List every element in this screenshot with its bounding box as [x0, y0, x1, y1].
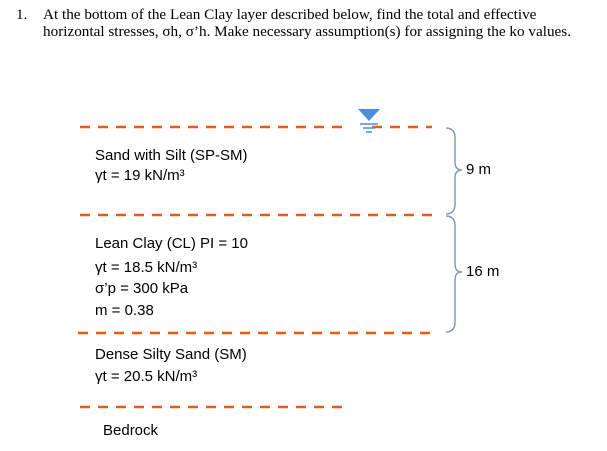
question-number: 1.	[16, 6, 28, 23]
layer-2-unit-weight: γt = 18.5 kN/m³	[95, 259, 198, 276]
question-line-2: horizontal stresses, σh, σ’h. Make necessary assumption(s) for assigning the ko values.	[43, 23, 571, 40]
layer-1-name: Sand with Silt (SP-SM)	[95, 147, 248, 164]
dimension-16m: 16 m	[466, 263, 500, 280]
layer-3-unit-weight: γt = 20.5 kN/m³	[95, 368, 198, 385]
layer-1-unit-weight: γt = 19 kN/m³	[95, 167, 185, 184]
layer-2-preconsolidation: σ’p = 300 kPa	[95, 280, 189, 297]
bracket-9m	[446, 128, 462, 214]
bracket-16m	[446, 216, 462, 332]
layer-2-name: Lean Clay (CL) PI = 10	[95, 235, 248, 252]
water-table-icon	[358, 109, 380, 132]
question-line-1: At the bottom of the Lean Clay layer described below, find the total and effective	[43, 6, 537, 23]
bedrock-label: Bedrock	[103, 422, 159, 439]
layer-3-name: Dense Silty Sand (SM)	[95, 346, 247, 363]
layer-2-m-value: m = 0.38	[95, 302, 154, 319]
dimension-9m: 9 m	[466, 161, 492, 178]
